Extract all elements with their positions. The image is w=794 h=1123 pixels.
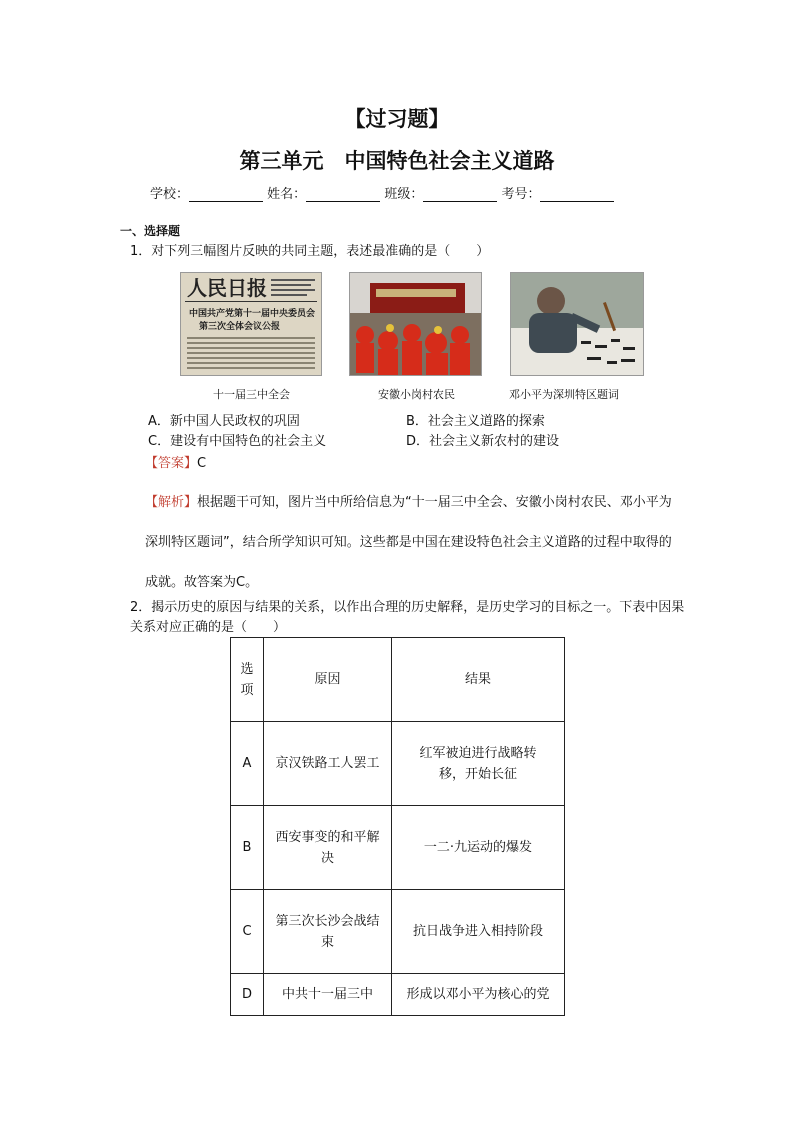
newspaper-photo: [180, 272, 322, 376]
svg-text:人民日报: 人民日报: [187, 276, 267, 300]
table-cell: C: [231, 890, 264, 974]
table-cell: 抗日战争进入相持阶段: [392, 890, 565, 974]
field-examno-blank[interactable]: [540, 189, 614, 202]
table-cell: 京汉铁路工人罢工: [264, 722, 392, 806]
table-row: [231, 974, 565, 1016]
table-cell: B: [231, 806, 264, 890]
table-row: [231, 890, 565, 974]
svg-text:第三次全体会议公报: 第三次全体会议公报: [199, 322, 281, 332]
page-title: 【过习题】: [344, 107, 450, 131]
q1-option-c[interactable]: C．建设有中国特色的社会主义: [148, 434, 327, 449]
svg-text:中国共产党第十一届中央委员会: 中国共产党第十一届中央委员会: [189, 309, 316, 319]
field-school-blank[interactable]: [189, 189, 263, 202]
caption-1: 十一届三中全会: [213, 388, 290, 401]
caption-2: 安徽小岗村农民: [378, 388, 455, 401]
q1-answer: [145, 452, 206, 471]
section-heading: 一、选择题: [120, 224, 181, 238]
table-cell: 第三次长沙会战结束: [264, 890, 392, 974]
explanation-tag: 【解析】: [145, 495, 198, 510]
table-cell: D: [231, 974, 264, 1016]
table-row: [231, 722, 565, 806]
table-cell: 西安事变的和平解决: [264, 806, 392, 890]
table-header-cell: 选项: [231, 638, 264, 722]
table-row: [231, 806, 565, 890]
xiaogang-village-photo: [349, 272, 482, 376]
table-header-cell: 结果: [392, 638, 565, 722]
cause-effect-table: [230, 637, 565, 1016]
table-cell: 中共十一届三中: [264, 974, 392, 1016]
question-1-images: [0, 272, 794, 376]
table-header-cell: 原因: [264, 638, 392, 722]
question-1-text: 1．对下列三幅图片反映的共同主题，表述最准确的是（ ）: [130, 244, 490, 259]
field-name-label: 姓名：: [267, 187, 307, 202]
answer-value: C: [197, 456, 207, 471]
student-info-line: [150, 183, 614, 202]
field-class-blank[interactable]: [423, 189, 497, 202]
explanation-text: 根据题干可知，图片当中所给信息为“十一届三中全会、安徽小岗村农民、邓小平为深圳特区题词”，结合所学知识可知。这些都是中国在建设特色社会主义道路的过程中取得的成就。故答案为C。: [145, 495, 672, 590]
table-cell: 形成以邓小平为核心的党: [392, 974, 565, 1016]
table-cell: 红军被迫进行战略转移，开始长征: [392, 722, 565, 806]
field-name-blank[interactable]: [306, 189, 380, 202]
field-examno-label: 考号：: [501, 187, 541, 202]
table-header-row: [231, 638, 565, 722]
q1-option-d[interactable]: D．社会主义新农村的建设: [406, 434, 560, 449]
answer-tag: 【答案】: [145, 456, 198, 471]
question-2-text: 2．揭示历史的原因与结果的关系，以作出合理的历史解释，是历史学习的目标之一。下表中因果关系对应正确的是（ ）: [130, 600, 685, 635]
field-class-label: 班级：: [384, 187, 424, 202]
table-cell: A: [231, 722, 264, 806]
deng-calligraphy-photo: [510, 272, 644, 376]
caption-3: 邓小平为深圳特区题词: [509, 388, 619, 401]
field-school-label: 学校：: [150, 187, 190, 202]
q1-option-b[interactable]: B．社会主义道路的探索: [406, 414, 545, 429]
q1-option-a[interactable]: A．新中国人民政权的巩固: [148, 414, 300, 429]
table-cell: 一二·九运动的爆发: [392, 806, 565, 890]
unit-title: 第三单元 中国特色社会主义道路: [239, 149, 555, 173]
q1-explanation: [145, 483, 680, 603]
